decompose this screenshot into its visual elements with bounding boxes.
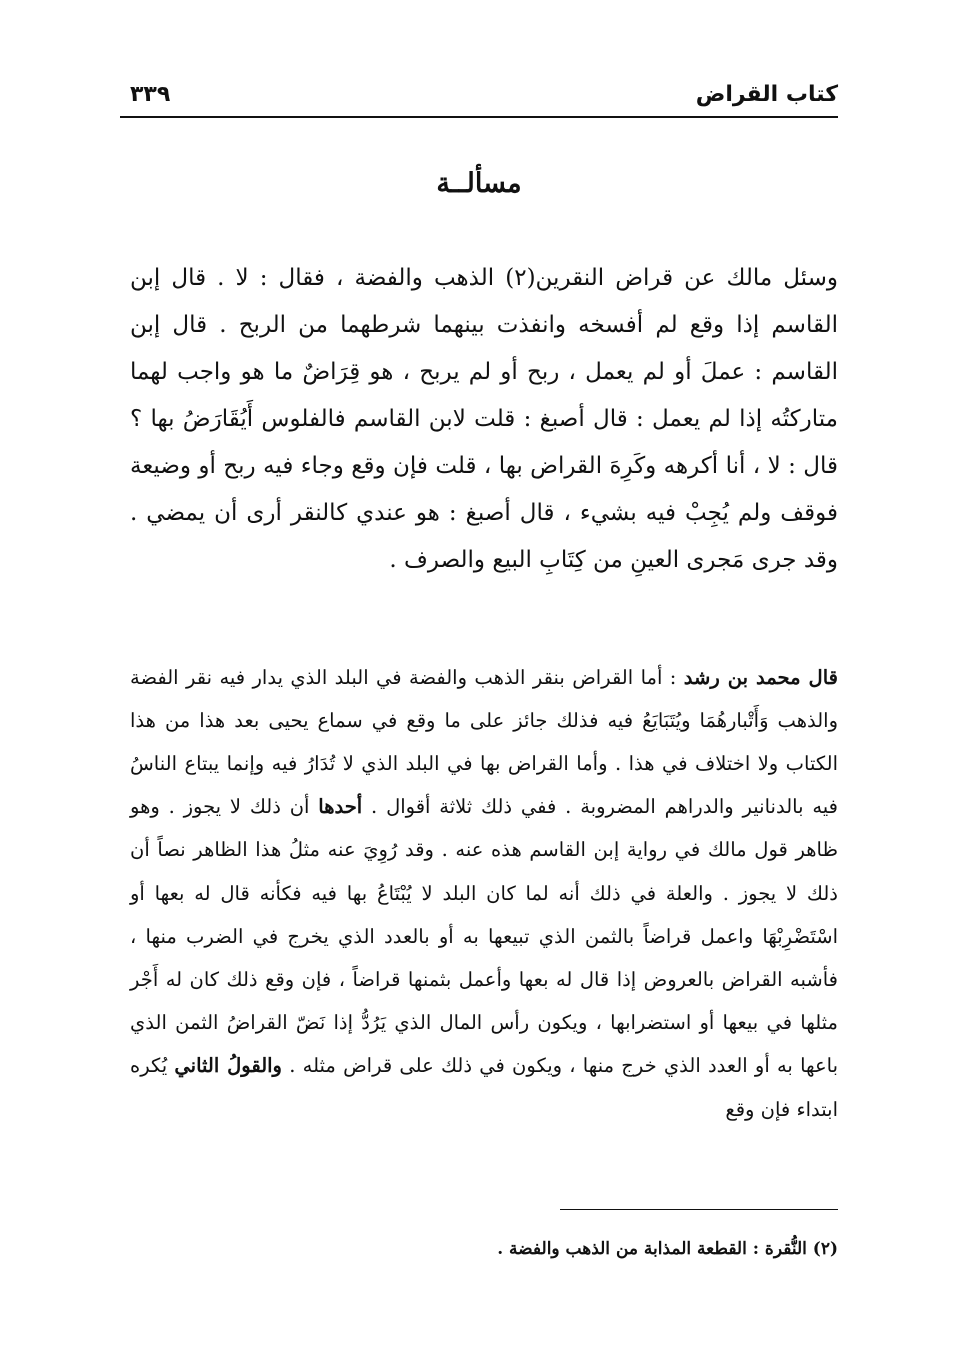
commentary-text-b: أن ذلك لا يجوز . وهو ظاهر قول مالك في رواية إبن القاسم هذه عنه . وقد رُوِيَ عنه مثلُ هذا الظاهر نصاً أن ذلك لا يجوز . والعلة في ذلك أنه لما كان البلد لا يُبْتَاعُ بها فيه فكأنه قال له بعها أو اسْتَضْرِبْهَا واعمل قراضاً بالثمن الذي تبيعها به أو بالعدد الذي يخرج في الضرب منها ، فأشبه القراض بالعروض إذا قال له بعها وأعمل بثمنها قراضاً ، فإن وقع ذلك كان له أَجْر مثلها في بيعها أو استضرابها ، ويكون رأس المال الذي يَرُدُّ إذا نَضّ القراضُ الثمن الذي باعها به أو العدد الذي خرج منها ، ويكون في ذلك على قراض مثله . [130,795,839,1078]
footnote-text: النُّقرة : القطعة المذابة من الذهب والفضة . [497,1239,813,1259]
question-paragraph: وسئل مالك عن قراض النقرين(٢) الذهب والفضة ، فقال : لا . قال إبن القاسم إذا وقع لم أفسخه وانفذت بينهما شرطهما من الربح . قال إبن القاسم : عملَ أو لم يعمل ، ربح أو لم يربح ، هو قِرَاضٌ ما هو واجب لهما متاركتُه إذا لم يعمل : قال أصبغ : قلت لابن القاسم فالفلوس أَيُقَارَضُ بها ؟ قال : لا ، أنا أكرهه وكَرِهَ القراض بها ، قلت فإن وقع وجاء فيه ربح أو وضيعة فوقف ولم يُجِبْ فيه بشيء ، قال أصبغ : هو عندي كالنقر أرى أن يمضي . وقد جرى مَجرى العينِ من كِتَابِ البيع والصرف . [130,265,838,573]
first-opinion-label: أحدها [318,795,363,819]
running-head: كتاب القراض [695,82,838,107]
header-rule [120,116,838,118]
page-number: ٣٣٩ [130,82,171,107]
commentary-text-a: : أما القراض بنقر الذهب والفضة في البلد الذي يدار فيه نقر الفضة والذهب وَأَتْبارهُمَا ويُتَبَايَعُ فيه فذلك جائز على ما وقع في سماع يحيى بعد هذا من هذا الكتاب ولا اختلاف في هذا . وأما القراض بها في البلد الذي لا تُدَارُ فيه وإنما يبتاع الناسُ فيه بالدنانير والدراهم المضروبة . ففي ذلك ثلاثة أقوال . [130,665,838,819]
section-title: مسألــة [436,168,522,199]
commentary-text-c: يُكره ابتداء فإن وقع [130,1054,838,1121]
second-opinion-label: والقولُ الثاني [174,1054,282,1078]
commentary-paragraph [130,656,838,1131]
footnote-rule [560,1209,838,1210]
footnote [300,1234,838,1264]
page-header [120,78,838,118]
commentary-lead: قال محمد بن رشد [683,665,838,689]
footnote-marker: (٢) [812,1239,838,1259]
